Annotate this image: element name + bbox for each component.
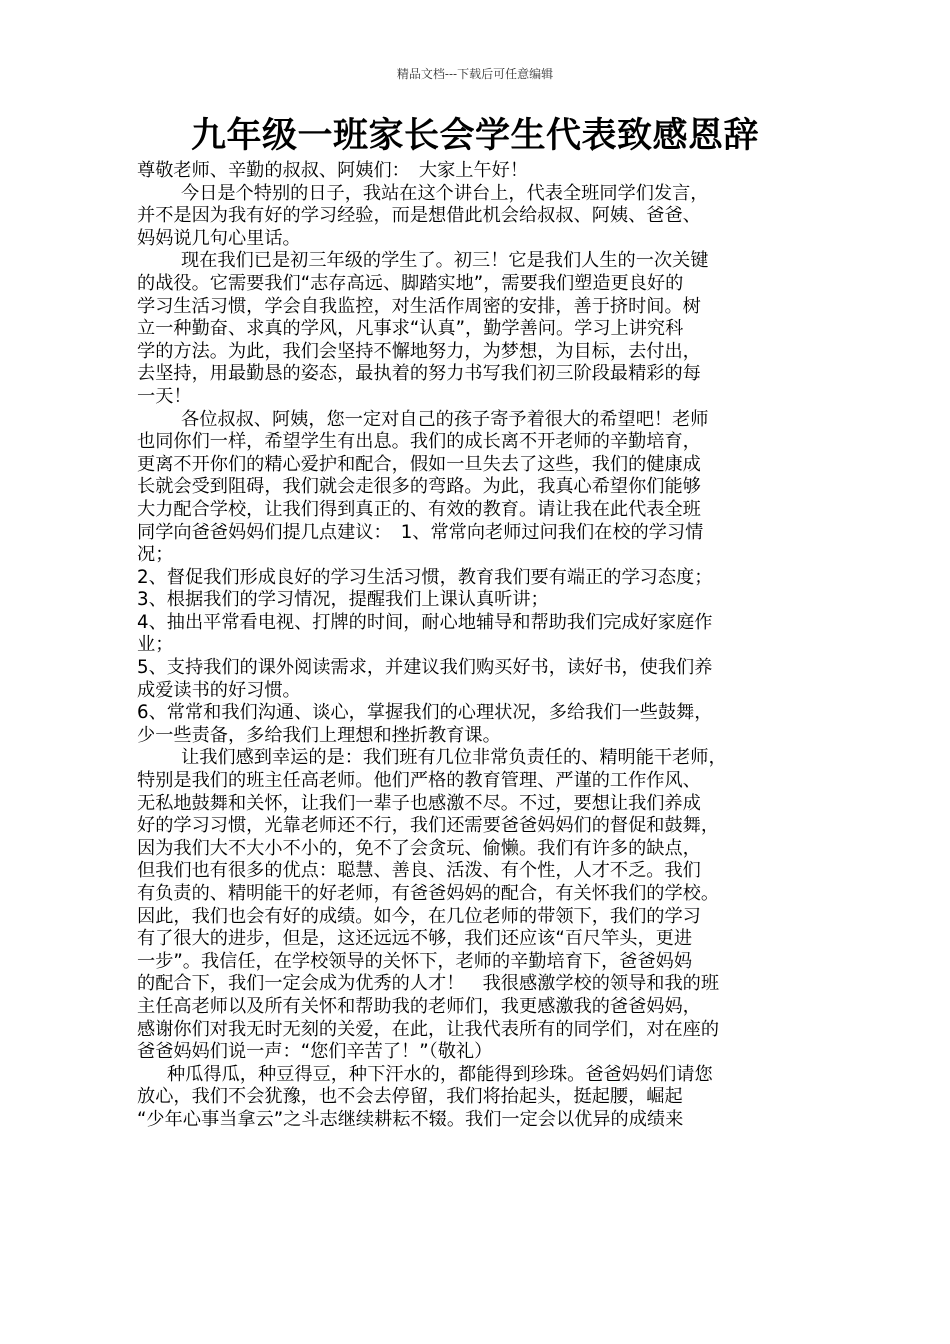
body-line-39: 感谢你们对我无时无刻的关爱，在此，让我代表所有的同学们，对在座的: [137, 1018, 720, 1040]
body-line-19: 2、督促我们形成良好的学习生活习惯，教育我们要有端正的学习态度；: [137, 566, 713, 588]
body-line-2: 今日是个特别的日子，我站在这个讲台上，代表全班同学们发言，: [181, 182, 709, 204]
body-line-43: “少年心事当拿云”之斗志继续耕耘不辍。我们一定会以优异的成绩来: [137, 1108, 684, 1130]
body-line-34: 因此，我们也会有好的成绩。如今，在几位老师的带领下，我们的学习: [137, 905, 701, 927]
body-line-24: 成爱读书的好习惯。: [137, 679, 301, 701]
body-line-32: 但我们也有很多的优点：聪慧、善良、活泼、有个性，人才不乏。我们: [137, 860, 701, 882]
body-line-23: 5、支持我们的课外阅读需求，并建议我们购买好书，读好书，使我们养: [137, 657, 713, 679]
body-line-25: 6、常常和我们沟通、谈心，掌握我们的心理状况，多给我们一些鼓舞，: [137, 702, 713, 724]
body-line-38: 主任高老师以及所有关怀和帮助我的老师们，我更感激我的爸爸妈妈，: [137, 995, 701, 1017]
body-line-27: 让我们感到幸运的是：我们班有几位非常负责任的、精明能干老师，: [181, 747, 727, 769]
body-line-10: 去坚持，用最勤恳的姿态，最执着的努力书写我们初三阶段最精彩的每: [137, 363, 701, 385]
body-line-40: 爸爸妈妈们说一声：“您们辛苦了！”（敬礼）: [137, 1041, 493, 1063]
body-line-6: 的战役。它需要我们“志存高远、脚踏实地”，需要我们塑造更良好的: [137, 272, 684, 294]
body-line-9: 学的方法。为此，我们会坚持不懈地努力，为梦想，为目标，去付出，: [137, 340, 701, 362]
body-line-33: 有负责的、精明能干的好老师，有爸爸妈妈的配合，有关怀我们的学校。: [137, 883, 720, 904]
body-line-3: 并不是因为我有好的学习经验，而是想借此机会给叔叔、阿姨、爸爸、: [137, 205, 701, 227]
body-line-36: 一步”。我信任，在学校领导的关怀下，老师的辛勤培育下，爸爸妈妈: [137, 950, 693, 972]
body-line-12: 各位叔叔、阿姨，您一定对自己的孩子寄予着很大的希望吧！老师: [181, 408, 709, 430]
body-line-4: 妈妈说几句心里话。: [137, 227, 301, 249]
body-line-18: 况；: [137, 544, 174, 566]
body-line-22: 业；: [137, 634, 174, 656]
body-line-1: 尊敬老师、辛勤的叔叔、阿姨们： 大家上午好！: [137, 160, 529, 181]
body-line-17: 同学向爸爸妈妈们提几点建议： 1、常常向老师过问我们在校的学习情: [137, 521, 704, 543]
body-line-26: 少一些责备，多给我们上理想和挫折教育课。: [137, 724, 501, 746]
body-line-14: 更离不开你们的精心爱护和配合，假如一旦失去了这些，我们的健康成: [137, 453, 701, 475]
body-line-13: 也同你们一样，希望学生有出息。我们的成长离不开老师的辛勤培育，: [137, 431, 701, 453]
body-line-31: 因为我们大不大小不小的，免不了会贪玩、偷懒。我们有许多的缺点，: [137, 837, 701, 859]
body-line-21: 4、抽出平常看电视、打牌的时间，耐心地辅导和帮助我们完成好家庭作: [137, 611, 713, 633]
document-title: 九年级一班家长会学生代表致感恩辞: [190, 115, 759, 156]
body-line-30: 好的学习习惯，光靠老师还不行，我们还需要爸爸妈妈们的督促和鼓舞，: [137, 815, 720, 837]
body-line-20: 3、根据我们的学习情况，提醒我们上课认真听讲；: [137, 589, 549, 611]
body-line-16: 大力配合学校，让我们得到真正的、有效的教育。请让我在此代表全班: [137, 498, 701, 520]
body-line-7: 学习生活习惯，学会自我监控，对生活作周密的安排，善于挤时间。树: [137, 295, 701, 317]
body-line-15: 长就会受到阻碍，我们就会走很多的弯路。为此，我真心希望你们能够: [137, 476, 701, 498]
body-line-37: 的配合下，我们一定会成为优秀的人才！ 我很感激学校的领导和我的班: [137, 973, 720, 995]
body-line-41: 种瓜得瓜，种豆得豆，种下汗水的，都能得到珍珠。爸爸妈妈们请您: [167, 1063, 713, 1085]
body-line-28: 特别是我们的班主任高老师。他们严格的教育管理、严谨的工作作风、: [137, 770, 701, 792]
body-line-5: 现在我们已是初三年级的学生了。初三！它是我们人生的一次关键: [181, 250, 709, 272]
body-line-42: 放心，我们不会犹豫，也不会去停留，我们将抬起头，挺起腰，崛起: [137, 1086, 683, 1108]
body-line-8: 立一种勤奋、求真的学风，凡事求“认真”，勤学善问。学习上讲究科: [137, 318, 684, 340]
body-line-29: 无私地鼓舞和关怀，让我们一辈子也感激不尽。不过，要想让我们养成: [137, 792, 701, 814]
body-line-11: 一天！: [137, 385, 192, 407]
document-body: [137, 160, 857, 1132]
page-header-note: 精品文档---下载后可任意编辑: [396, 67, 554, 81]
body-line-35: 有了很大的进步，但是，这还远远不够，我们还应该“百尺竿头，更进: [137, 928, 693, 950]
